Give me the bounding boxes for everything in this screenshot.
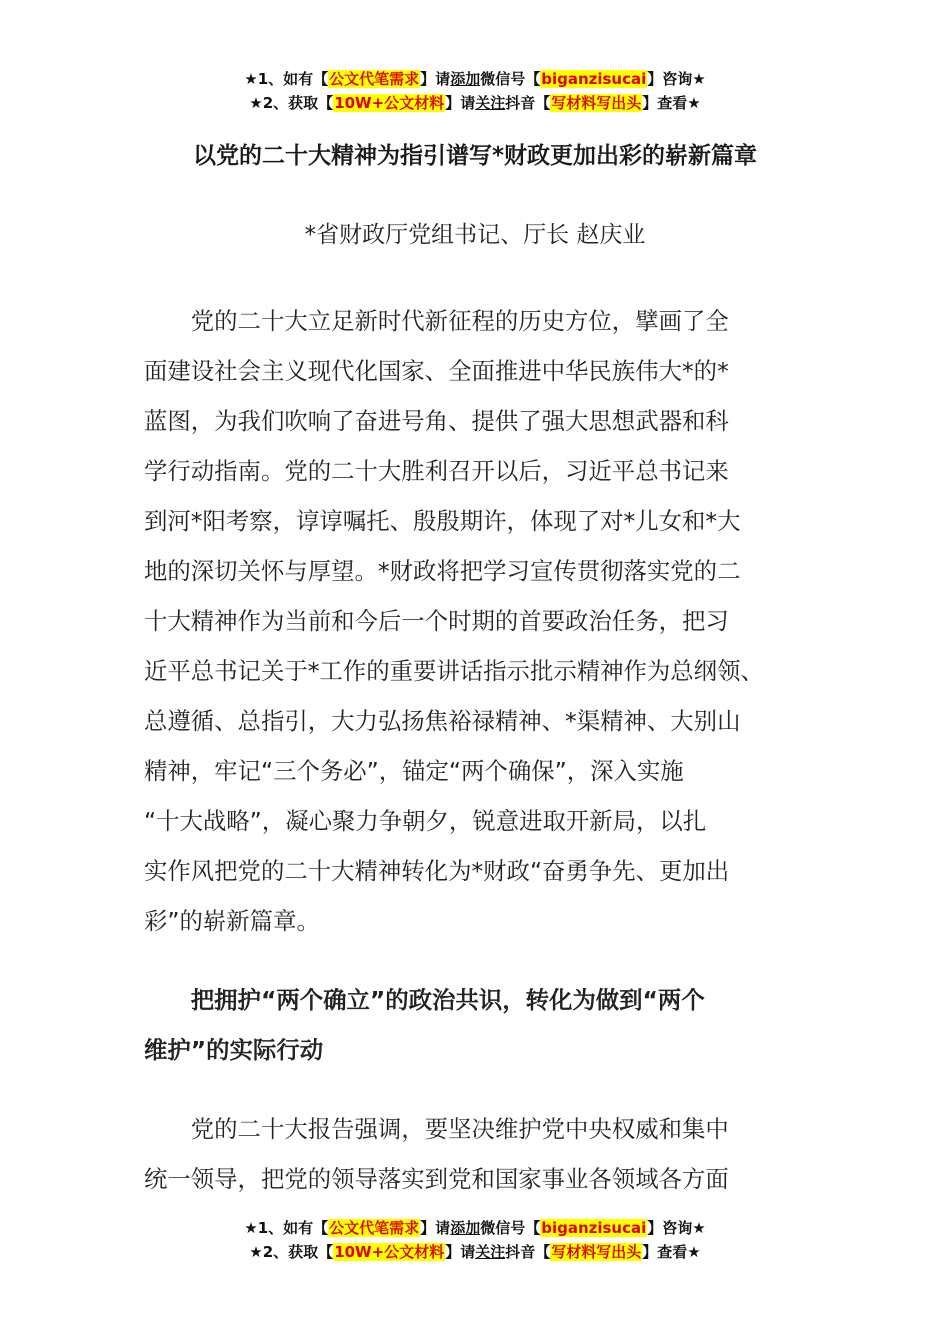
banner-text: 微信号【 <box>480 1219 541 1237</box>
banner-text: ★1、如有【 <box>244 1219 329 1237</box>
paragraph-2 <box>144 1104 812 1204</box>
text-line: 党的二十大报告强调，要坚决维护党中央权威和集中 <box>144 1115 729 1143</box>
banner-underlined-text: 关注 <box>475 94 506 112</box>
banner-douyin-name: 写材料写出头 <box>551 94 642 112</box>
banner-text: 】请 <box>420 70 451 88</box>
banner-text: 】查看★ <box>642 94 701 112</box>
banner-text: ★1、如有【 <box>244 70 329 88</box>
text-line: 学行动指南。党的二十大胜利召开以后，习近平总书记来 <box>144 457 729 485</box>
banner-text: 】请 <box>445 1243 476 1261</box>
text-line: 地的深切关怀与厚望。*财政将把学习宣传贯彻落实党的二 <box>144 557 741 585</box>
banner-highlight: 10W+公文材料 <box>334 1243 445 1261</box>
banner-line-2 <box>0 91 950 115</box>
banner-text: 】咨询★ <box>647 1219 706 1237</box>
paragraph-spacer <box>144 946 812 975</box>
text-line: 到河*阳考察，谆谆嘱托、殷殷期许，体现了对*儿女和*大 <box>144 507 741 535</box>
banner-text: 抖音【 <box>505 1243 551 1261</box>
banner-douyin-name: 写材料写出头 <box>551 1243 642 1261</box>
text-line: 实作风把党的二十大精神转化为*财政“奋勇争先、更加出 <box>144 857 730 885</box>
banner-text: ★2、获取【 <box>249 94 334 112</box>
text-line: 统一领导，把党的领导落实到党和国家事业各领域各方面 <box>144 1165 729 1193</box>
text-line: 十大精神作为当前和今后一个时期的首要政治任务，把习 <box>144 607 729 635</box>
banner-text: 】请 <box>420 1219 451 1237</box>
banner-text: 】查看★ <box>642 1243 701 1261</box>
text-line: 近平总书记关于*工作的重要讲话指示批示精神作为总纲领、 <box>144 657 764 685</box>
banner-underlined-text: 添加 <box>450 70 481 88</box>
document-body <box>144 296 812 1204</box>
banner-wechat-id: biganzisucai <box>541 1219 647 1237</box>
banner-line-1 <box>0 67 950 91</box>
document-title: 以党的二十大精神为指引谱写*财政更加出彩的崭新篇章 <box>192 143 758 169</box>
section-heading-1 <box>144 975 812 1075</box>
paragraph-1 <box>144 296 812 946</box>
top-banner <box>0 67 950 115</box>
text-line: 彩”的崭新篇章。 <box>144 907 320 935</box>
banner-line-2 <box>0 1240 950 1264</box>
banner-text: 】咨询★ <box>647 70 706 88</box>
text-line: 总遵循、总指引，大力弘扬焦裕禄精神、*渠精神、大别山 <box>144 707 741 735</box>
heading-line: 维护”的实际行动 <box>144 1036 324 1064</box>
text-line: 面建设社会主义现代化国家、全面推进中华民族伟大*的* <box>144 357 729 385</box>
banner-text: ★2、获取【 <box>249 1243 334 1261</box>
banner-line-1 <box>0 1216 950 1240</box>
text-line: 精神，牢记“三个务必”，锚定“两个确保”，深入实施 <box>144 757 684 785</box>
text-line: “十大战略”，凝心聚力争朝夕，锐意进取开新局，以扎 <box>144 807 707 835</box>
banner-underlined-text: 添加 <box>450 1219 481 1237</box>
banner-highlight: 公文代笔需求 <box>329 70 420 88</box>
bottom-banner <box>0 1216 950 1264</box>
banner-highlight: 公文代笔需求 <box>329 1219 420 1237</box>
banner-text: 抖音【 <box>505 94 551 112</box>
paragraph-spacer <box>144 1075 812 1104</box>
banner-highlight: 10W+公文材料 <box>334 94 445 112</box>
text-line: 蓝图，为我们吹响了奋进号角、提供了强大思想武器和科 <box>144 407 729 435</box>
text-line: 党的二十大立足新时代新征程的历史方位，擘画了全 <box>144 307 729 335</box>
banner-wechat-id: biganzisucai <box>541 70 647 88</box>
banner-underlined-text: 关注 <box>475 1243 506 1261</box>
banner-text: 】请 <box>445 94 476 112</box>
banner-text: 微信号【 <box>480 70 541 88</box>
document-author: *省财政厅党组书记、厅长 赵庆业 <box>304 222 646 248</box>
heading-line: 把拥护“两个确立”的政治共识，转化为做到“两个 <box>144 986 705 1014</box>
